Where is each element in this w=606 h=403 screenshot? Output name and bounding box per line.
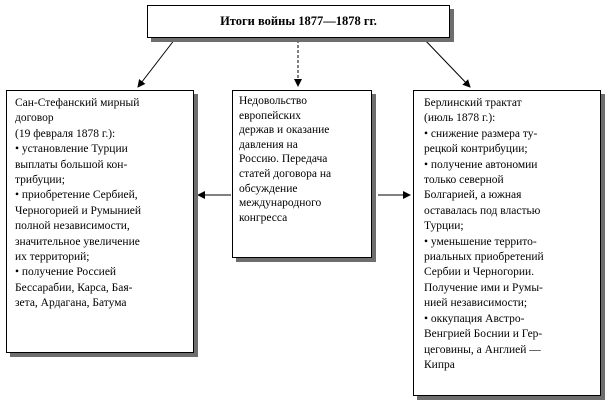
- text-line: только северной: [424, 174, 504, 187]
- berlin-treaty-box: [413, 90, 601, 396]
- arrow-title-to-right: [424, 39, 470, 87]
- text-line: трибуции;: [15, 174, 65, 187]
- text-line: Венгрией Боснии и Гер-: [424, 328, 543, 341]
- text-line: • снижение размера ту-: [424, 127, 538, 140]
- text-line: обсуждение: [239, 182, 298, 195]
- text-line: (июль 1878 г.):: [424, 112, 496, 125]
- text-line: цеговины, а Англией —: [424, 343, 541, 356]
- text-line: (19 февраля 1878 г.):: [15, 127, 116, 140]
- text-line: Черногорией и Румынией: [15, 204, 142, 217]
- text-line: оставалась под властью: [424, 204, 541, 217]
- text-line: нией независимости;: [424, 297, 528, 310]
- text-line: выплаты большой кон-: [15, 158, 128, 171]
- san-stefano-treaty-box: [6, 90, 194, 353]
- text-line: статей договора на: [239, 167, 332, 180]
- text-line: зета, Ардагана, Батума: [15, 297, 127, 310]
- text-line: Получение ими и Румы-: [424, 281, 543, 294]
- diagram-title: Итоги войны 1877—1878 гг.: [220, 14, 377, 28]
- text-line: • приобретение Сербией,: [15, 189, 138, 202]
- text-line: • получение автономии: [424, 158, 538, 171]
- arrow-title-to-left: [138, 39, 175, 87]
- text-line: Кипра: [424, 358, 455, 371]
- text-line: рецкой контрибуции;: [424, 143, 528, 156]
- text-line: Бессарабии, Карса, Бая-: [15, 281, 133, 294]
- berlin-treaty-text: [424, 96, 596, 373]
- text-line: • установление Турции: [15, 143, 128, 156]
- european-powers-text: [239, 94, 368, 225]
- text-line: Сербии и Черногории.: [424, 266, 535, 279]
- text-line: европейских: [239, 109, 302, 122]
- text-line: Сан-Стефанский мирный: [15, 97, 140, 109]
- text-line: • получение Россией: [15, 266, 117, 279]
- text-line: Россию. Передача: [239, 153, 328, 166]
- text-line: конгресса: [239, 211, 288, 224]
- text-line: полной независимости,: [15, 220, 130, 233]
- text-line: Болгарией, а южная: [424, 189, 522, 202]
- text-line: Недовольство: [239, 95, 308, 107]
- title-box: [147, 5, 450, 38]
- text-line: риальных приобретений: [424, 251, 544, 264]
- text-line: международного: [239, 197, 322, 210]
- text-line: договор: [15, 112, 54, 125]
- text-line: держав и оказание: [239, 124, 330, 137]
- text-line: Берлинский трактат: [424, 97, 522, 109]
- text-line: Турции;: [424, 220, 464, 233]
- text-line: их территорий;: [15, 251, 90, 264]
- text-line: значительное увеличение: [15, 235, 140, 248]
- text-line: давления на: [239, 138, 298, 151]
- text-line: • уменьшение террито-: [424, 235, 537, 248]
- european-powers-box: [232, 90, 372, 258]
- text-line: • оккупация Австро-: [424, 312, 525, 325]
- san-stefano-treaty-text: [15, 96, 189, 312]
